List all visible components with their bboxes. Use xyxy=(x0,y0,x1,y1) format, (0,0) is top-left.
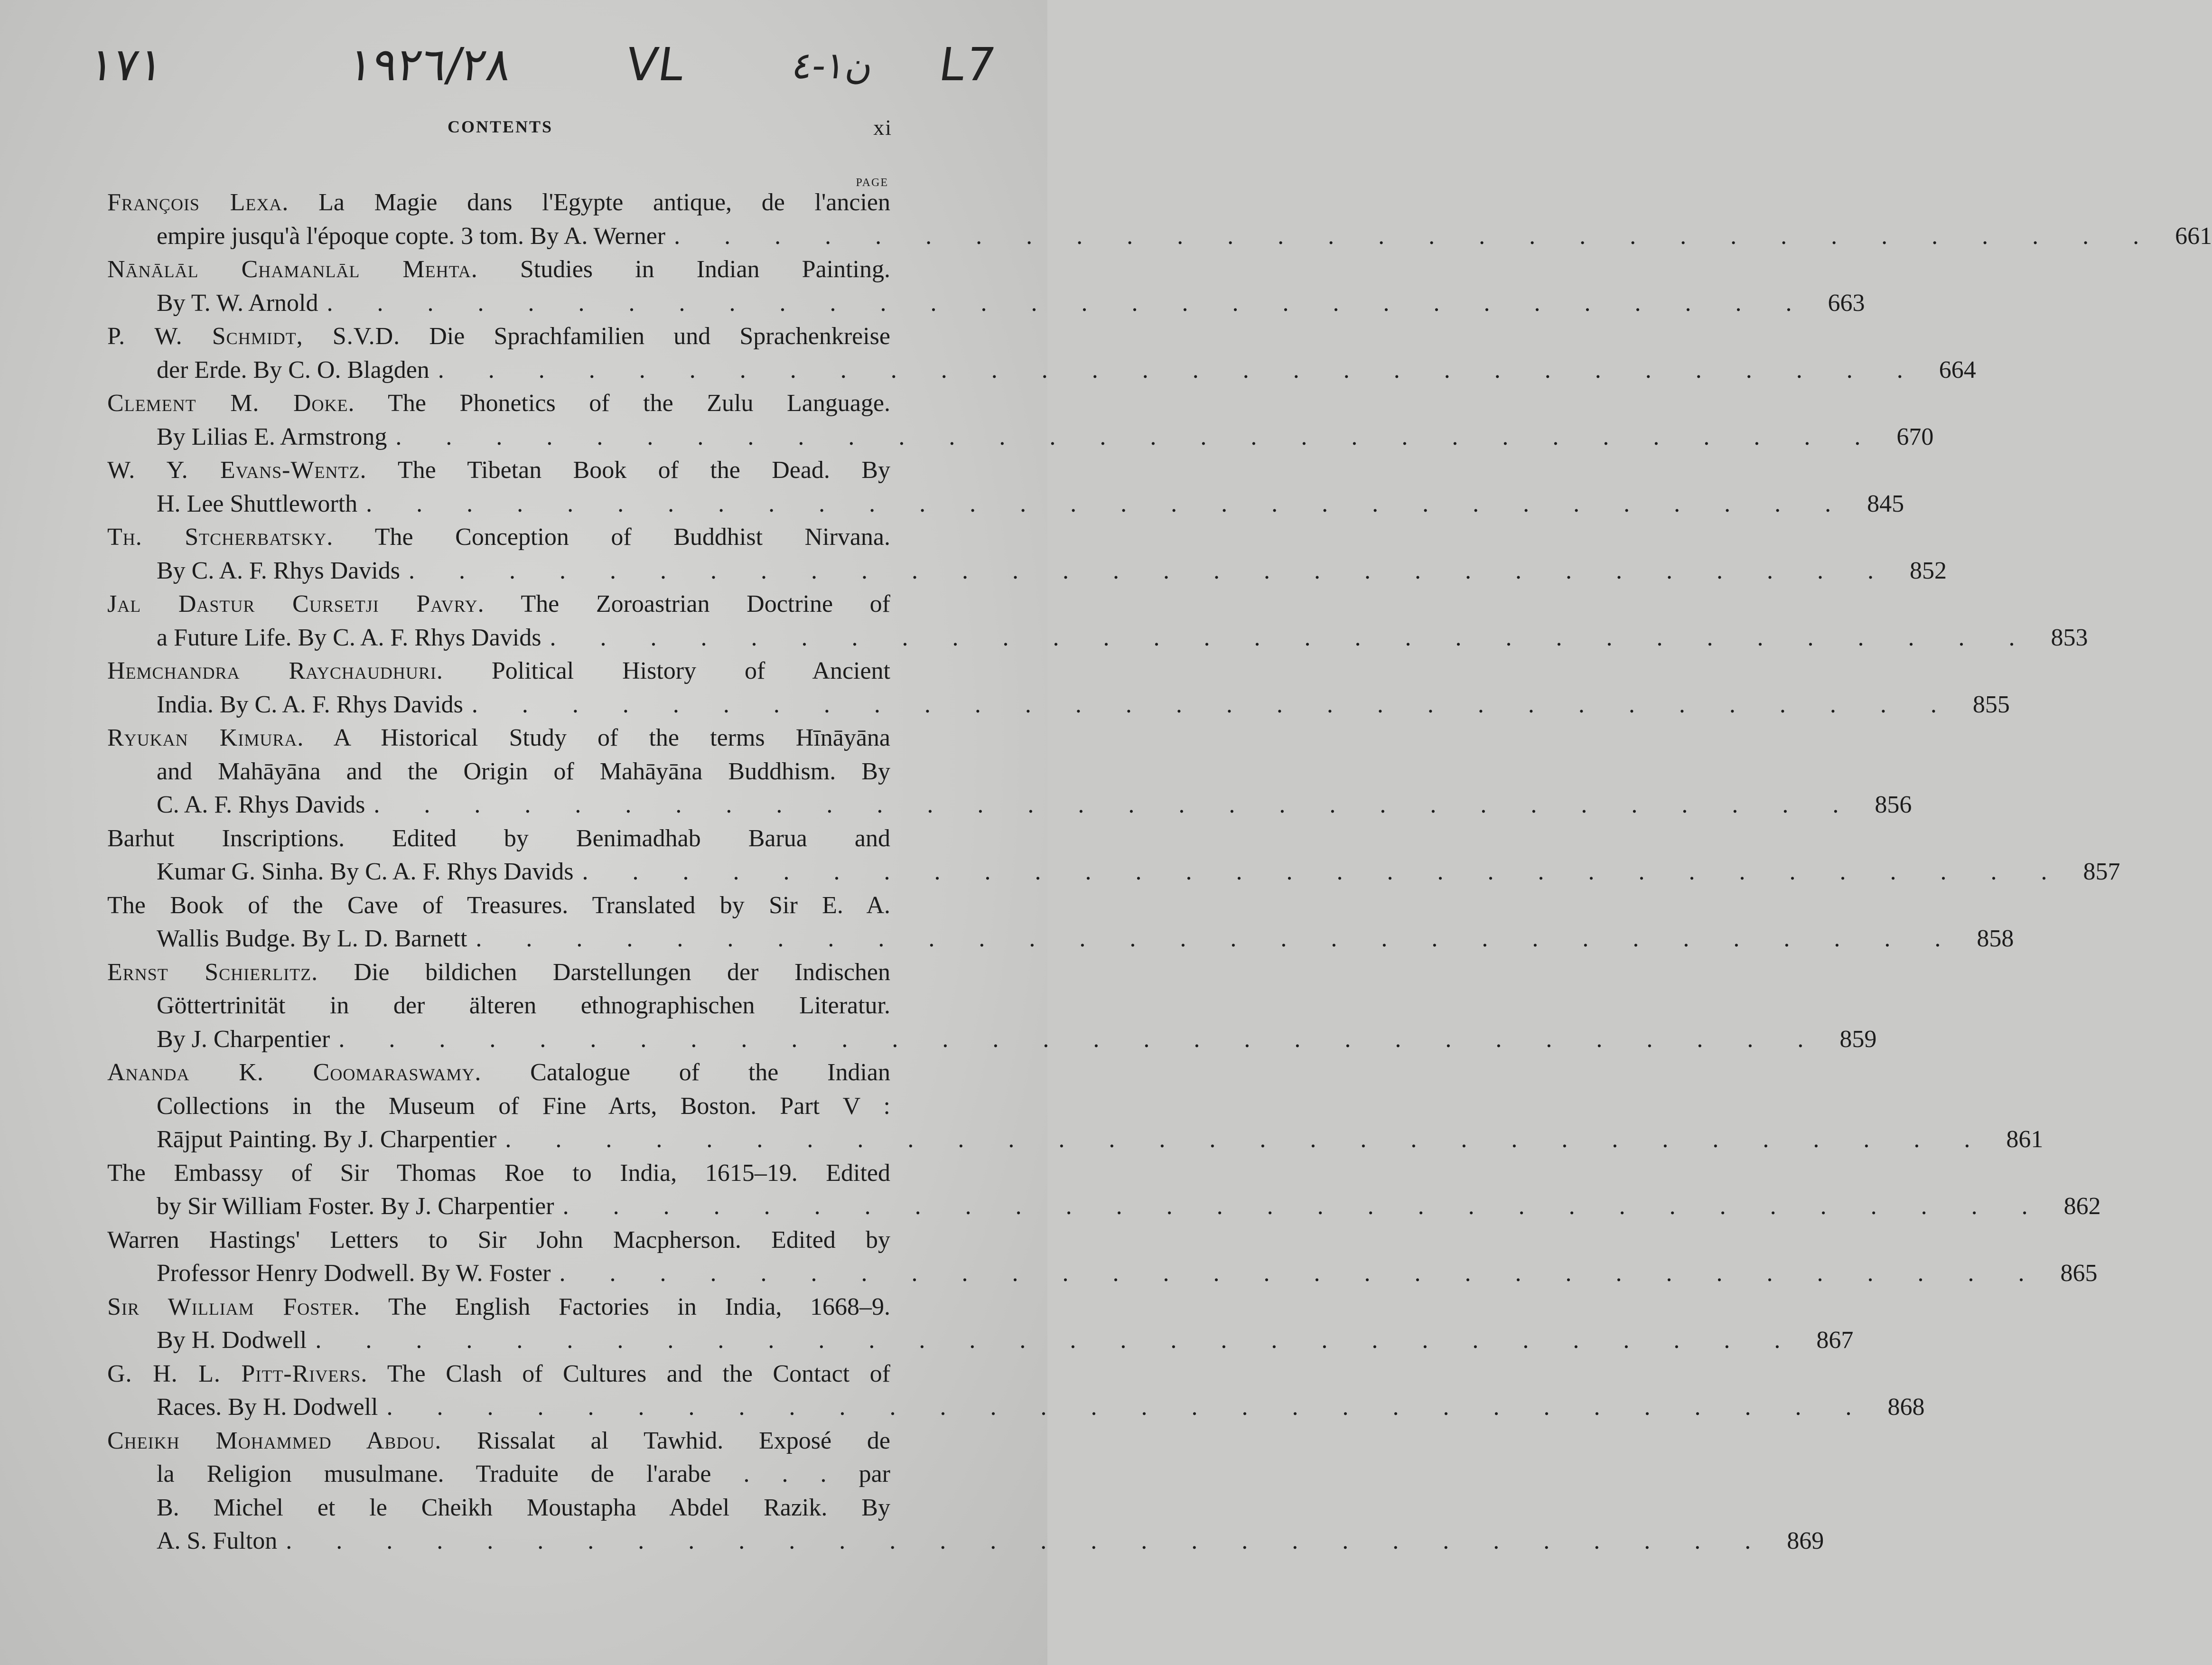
entry-reviewer: H. Lee Shuttleworth xyxy=(157,490,358,517)
entry-last-line xyxy=(107,220,2212,253)
entry-reviewer: A. S. Fulton xyxy=(157,1527,278,1554)
entry-last-line xyxy=(107,855,2120,889)
entry-page-number: 853 xyxy=(2051,624,2088,651)
entry-title: Die bildichen Darstellungen der Indischen xyxy=(354,958,891,986)
entry-page-number: 661 xyxy=(2175,222,2212,250)
dot-leader: . . . . . . . . . . . . . . . . . . . . . . . . . . . . . . xyxy=(559,1260,2044,1287)
entry-reviewer: Races. By H. Dodwell xyxy=(157,1394,378,1421)
dot-leader: . . . . . . . . . . . . . . . . . . . . . . . . . . . . . . xyxy=(471,691,1956,718)
entry-author: Jal Dastur Cursetji Pavry. xyxy=(107,590,485,617)
entry-title: The Conception of Buddhist Nirvana. xyxy=(374,524,890,551)
entry-last-line xyxy=(107,1525,1824,1558)
toc-entry xyxy=(107,1291,1854,1357)
entry-page-number: 867 xyxy=(1816,1327,1854,1354)
handwritten-note: L7 xyxy=(936,38,1000,91)
dot-leader: . . . . . . . . . . . . . . . . . . . . . . . . . . . . . . xyxy=(550,624,2034,651)
entry-title: The English Factories in India, 1668–9. xyxy=(388,1293,890,1320)
entry-reviewer: By Lilias E. Armstrong xyxy=(157,423,387,450)
entry-title: Political History of Ancient xyxy=(491,657,891,684)
dot-leader: . . . . . . . . . . . . . . . . . . . . . . . . . . . . . . xyxy=(674,222,2158,250)
entry-page-number: 861 xyxy=(2006,1126,2044,1153)
entry-page-number: 663 xyxy=(1828,289,1865,317)
entry-continuation-line: and Mahāyāna and the Origin of Mahāyāna Buddhism. By xyxy=(157,758,890,785)
entry-last-line xyxy=(107,421,1934,454)
entry-reviewer: Kumar G. Sinha. By C. A. F. Rhys Davids xyxy=(157,858,574,885)
page-folio: xi xyxy=(873,115,892,140)
entry-title: The Clash of Cultures and the Contact of xyxy=(387,1360,890,1387)
entry-reviewer: empire jusqu'à l'époque copte. 3 tom. By A. Werner xyxy=(157,222,666,250)
entry-author: Ananda K. Coomaraswamy. xyxy=(107,1059,482,1086)
entry-first-line xyxy=(107,320,890,354)
entry-author: Ryukan Kimura. xyxy=(107,724,304,751)
dot-leader: . . . . . . . . . . . . . . . . . . . . . . . . . . . . . . xyxy=(395,423,1880,450)
dot-leader: . . . . . . . . . . . . . . . . . . . . . . . . . . . . . . xyxy=(582,858,2066,885)
page-column-heading: PAGE xyxy=(856,177,888,189)
entry-reviewer: Professor Henry Dodwell. By W. Foster xyxy=(157,1260,551,1287)
handwritten-note: VL xyxy=(623,38,689,91)
dot-leader: . . . . . . . . . . . . . . . . . . . . . . . . . . . . . . xyxy=(476,925,1960,952)
entry-title: La Magie dans l'Egypte antique, de l'ancien xyxy=(318,189,891,216)
toc-entry xyxy=(107,387,1934,454)
entry-last-line xyxy=(107,1324,1854,1357)
entry-first-line xyxy=(107,822,890,856)
entry-title: Warren Hastings' Letters to Sir John Macpherson. Edited by xyxy=(107,1226,890,1253)
entry-page-number: 862 xyxy=(2063,1193,2101,1220)
entry-first-line xyxy=(107,1424,890,1458)
running-head-title: CONTENTS xyxy=(447,117,553,136)
dot-leader: . . . . . . . . . . . . . . . . . . . . . . . . . . . . . . xyxy=(327,289,1811,317)
entry-first-line xyxy=(107,655,890,688)
toc-entry xyxy=(107,655,2010,721)
entry-first-line xyxy=(107,387,890,421)
dot-leader: . . . . . . . . . . . . . . . . . . . . . . . . . . . . . . xyxy=(286,1527,1770,1554)
entry-author: W. Y. Evans-Wentz. xyxy=(107,457,367,484)
entry-author: Ernst Schierlitz. xyxy=(107,958,318,986)
entry-page-number: 852 xyxy=(1910,557,1947,584)
dot-leader: . . . . . . . . . . . . . . . . . . . . . . . . . . . . . . xyxy=(505,1126,1989,1153)
entry-author: Hemchandra Raychaudhuri. xyxy=(107,657,443,684)
entry-page-number: 868 xyxy=(1887,1394,1925,1421)
entry-last-line xyxy=(107,487,1904,521)
entry-first-line xyxy=(107,454,890,487)
entry-reviewer: Wallis Budge. By L. D. Barnett xyxy=(157,925,467,952)
entry-first-line xyxy=(107,721,890,755)
handwritten-note: ١٧١ xyxy=(86,38,168,91)
entry-continuation-line: B. Michel et le Cheikh Moustapha Abdel Razik. By xyxy=(157,1494,890,1521)
entry-last-line xyxy=(107,354,1976,387)
dot-leader: . . . . . . . . . . . . . . . . . . . . . . . . . . . . . . xyxy=(409,557,1893,584)
entry-title: A Historical Study of the terms Hīnāyāna xyxy=(333,724,891,751)
entry-author: Nānālāl Chamanlāl Mehta. xyxy=(107,256,478,283)
entry-last-line xyxy=(107,922,2014,956)
entry-page-number: 855 xyxy=(1972,691,2010,718)
entry-first-line xyxy=(107,1056,890,1090)
entry-last-line xyxy=(107,1391,1925,1424)
toc-entry xyxy=(107,521,1947,588)
entry-first-line xyxy=(107,956,890,990)
entry-reviewer: India. By C. A. F. Rhys Davids xyxy=(157,691,463,718)
entry-reviewer: By J. Charpentier xyxy=(157,1025,330,1053)
dot-leader: . . . . . . . . . . . . . . . . . . . . . . . . . . . . . . xyxy=(366,490,1850,517)
toc-entry xyxy=(107,721,1912,822)
entry-author: François Lexa. xyxy=(107,189,289,216)
handwritten-annotation xyxy=(86,28,1016,100)
entry-page-number: 845 xyxy=(1867,490,1904,517)
running-head xyxy=(108,117,892,145)
entry-last-line xyxy=(107,621,2088,655)
entry-page-number: 857 xyxy=(2083,858,2120,885)
dot-leader: . . . . . . . . . . . . . . . . . . . . . . . . . . . . . . xyxy=(373,791,1858,818)
entry-page-number: 856 xyxy=(1875,791,1912,818)
entry-title: The Book of the Cave of Treasures. Translated by Sir E. A. xyxy=(107,891,890,919)
entry-first-line xyxy=(107,521,890,554)
entry-title: The Phonetics of the Zulu Language. xyxy=(388,390,890,417)
entry-last-line xyxy=(107,688,2010,722)
entry-continuation-line: Collections in the Museum of Fine Arts, Boston. Part V : xyxy=(157,1092,890,1120)
dot-leader: . . . . . . . . . . . . . . . . . . . . . . . . . . . . . . xyxy=(386,1394,1871,1421)
entry-author: Clement M. Doke. xyxy=(107,390,355,417)
entry-title: Studies in Indian Painting. xyxy=(520,256,891,283)
entry-first-line xyxy=(107,588,890,621)
entry-reviewer: By H. Dodwell xyxy=(157,1327,307,1354)
entry-author: P. W. Schmidt, S.V.D. xyxy=(107,323,401,350)
handwritten-note: ن١-٤ xyxy=(789,45,876,87)
entry-reviewer: By T. W. Arnold xyxy=(157,289,318,317)
entry-reviewer: C. A. F. Rhys Davids xyxy=(157,791,365,818)
entry-page-number: 670 xyxy=(1896,423,1934,450)
handwritten-note: ١٩٢٦/٢٨ xyxy=(345,38,515,91)
toc-entry xyxy=(107,956,1877,1057)
entry-title: The Embassy of Sir Thomas Roe to India, 1615–19. Edited xyxy=(107,1159,890,1187)
entry-page-number: 859 xyxy=(1839,1025,1877,1053)
entry-first-line xyxy=(107,253,890,287)
toc-entry xyxy=(107,320,1976,387)
toc-entry xyxy=(107,253,1865,320)
entry-title: Rissalat al Tawhid. Exposé de xyxy=(477,1427,891,1454)
entry-first-line xyxy=(107,1224,890,1257)
entry-last-line xyxy=(107,1023,1877,1057)
entry-author: Th. Stcherbatsky. xyxy=(107,524,334,551)
entry-title: The Zoroastrian Doctrine of xyxy=(521,590,890,617)
entry-author: Sir William Foster. xyxy=(107,1293,361,1320)
entry-last-line xyxy=(107,554,1947,588)
entry-first-line xyxy=(107,889,890,923)
toc-entry xyxy=(107,822,2120,889)
entry-continuation-line: Göttertrinität in der älteren ethnographischen Literatur. xyxy=(157,992,890,1019)
entry-last-line xyxy=(107,1257,2098,1291)
entry-page-number: 865 xyxy=(2060,1260,2098,1287)
entry-title: Die Sprachfamilien und Sprachenkreise xyxy=(429,323,890,350)
toc-entry xyxy=(107,1056,2044,1157)
toc-entry xyxy=(107,1224,2098,1291)
entry-first-line xyxy=(107,1357,890,1391)
toc-entry xyxy=(107,186,2212,253)
toc-entry xyxy=(107,889,2014,956)
entry-title: The Tibetan Book of the Dead. By xyxy=(397,457,890,484)
entry-reviewer: By C. A. F. Rhys Davids xyxy=(157,557,401,584)
dot-leader: . . . . . . . . . . . . . . . . . . . . . . . . . . . . . . xyxy=(315,1327,1800,1354)
toc-entry xyxy=(107,1157,2101,1224)
entry-reviewer: by Sir William Foster. By J. Charpentier xyxy=(157,1193,554,1220)
entry-first-line xyxy=(107,1291,890,1324)
dot-leader: . . . . . . . . . . . . . . . . . . . . . . . . . . . . . . xyxy=(438,356,1922,384)
entry-reviewer: a Future Life. By C. A. F. Rhys Davids xyxy=(157,624,541,651)
entry-last-line xyxy=(107,1190,2101,1224)
entry-author: G. H. L. Pitt-Rivers. xyxy=(107,1360,368,1387)
dot-leader: . . . . . . . . . . . . . . . . . . . . . . . . . . . . . . xyxy=(338,1025,1823,1053)
entry-first-line xyxy=(107,186,890,220)
toc-entry xyxy=(107,1424,1824,1558)
entry-reviewer: der Erde. By C. O. Blagden xyxy=(157,356,429,384)
entry-reviewer: Rājput Painting. By J. Charpentier xyxy=(157,1126,497,1153)
entry-page-number: 858 xyxy=(1977,925,2014,952)
entry-last-line xyxy=(107,788,1912,822)
entry-last-line xyxy=(107,1123,2044,1157)
contents-list xyxy=(107,186,2212,1558)
entry-last-line xyxy=(107,287,1865,320)
entry-first-line xyxy=(107,1157,890,1190)
entry-page-number: 869 xyxy=(1787,1527,1824,1554)
toc-entry xyxy=(107,588,2088,655)
dot-leader: . . . . . . . . . . . . . . . . . . . . . . . . . . . . . . xyxy=(562,1193,2047,1220)
entry-title: Barhut Inscriptions. Edited by Benimadhab Barua and xyxy=(107,824,890,852)
toc-entry xyxy=(107,1357,1925,1424)
entry-author: Cheikh Mohammed Abdou. xyxy=(107,1427,442,1454)
entry-title: Catalogue of the Indian xyxy=(530,1059,890,1086)
toc-entry xyxy=(107,454,1904,521)
entry-page-number: 664 xyxy=(1939,356,1976,384)
entry-continuation-line: la Religion musulmane. Traduite de l'arabe . . . par xyxy=(157,1460,890,1487)
